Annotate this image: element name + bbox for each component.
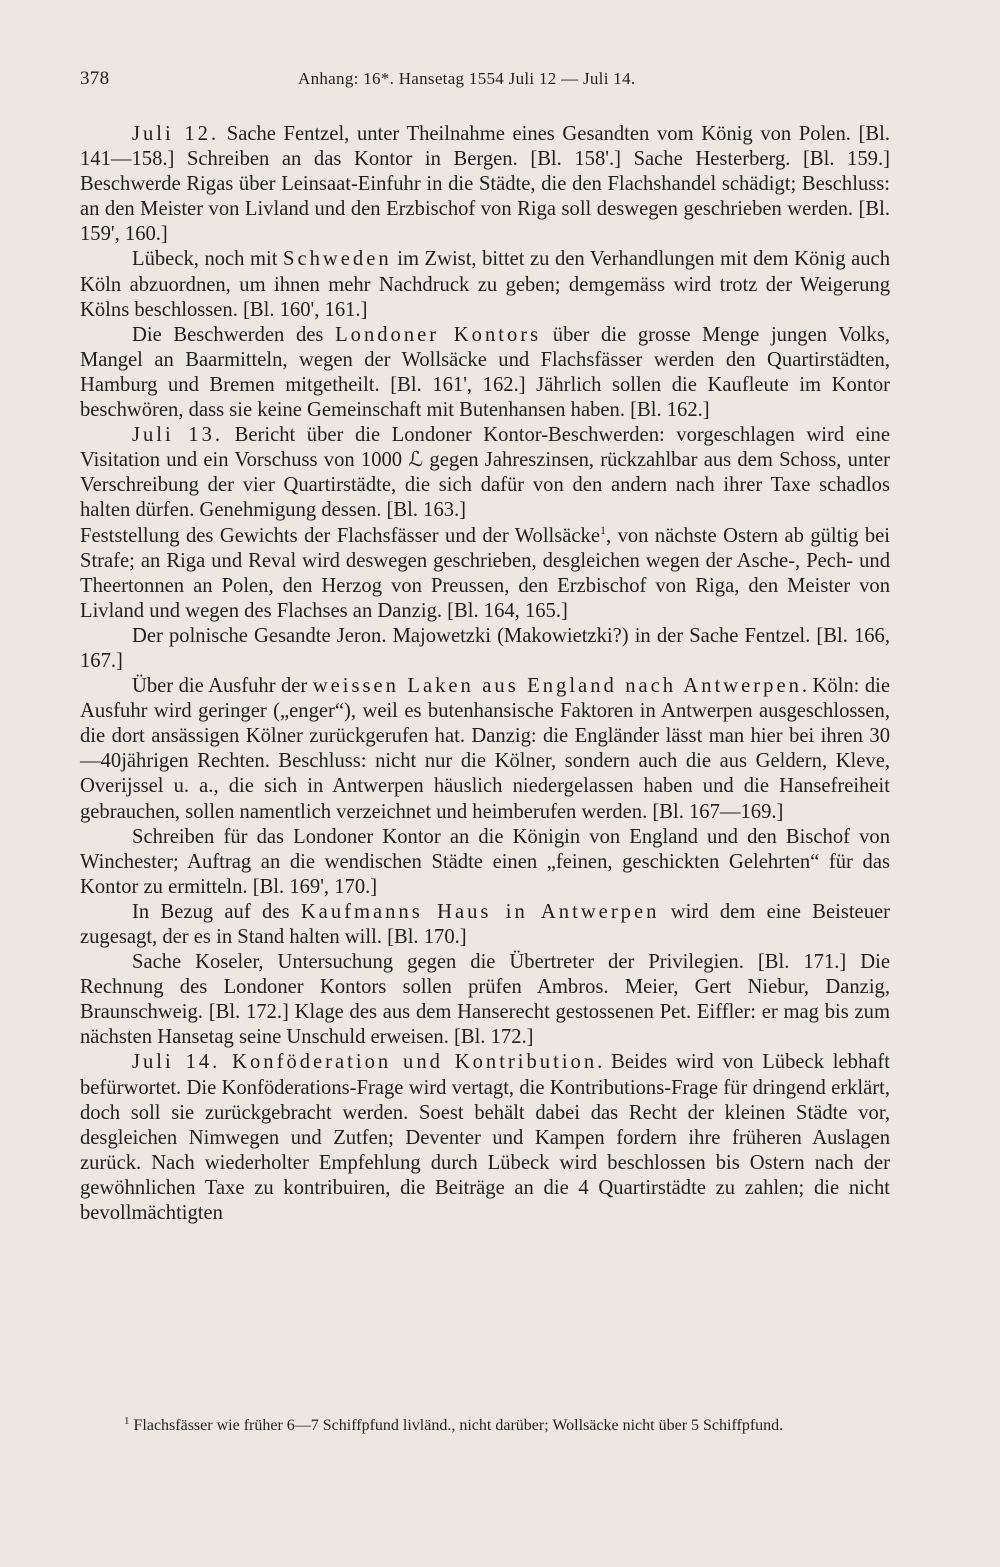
paragraph-text: Der polnische Gesandte Jeron. Majowetzki (Makowietzki?) in der Sache Fentzel. [Bl. 166, 167.] xyxy=(80,624,890,672)
body-text xyxy=(80,122,890,1226)
spaced-emphasis: Londoner Kontors xyxy=(335,323,542,346)
paragraph-text: Sache Fentzel, unter Theilnahme eines Gesandten vom König von Polen. [Bl. 141—158.] Schreiben an das Kontor in Bergen. [Bl. 158'.] Sache Hesterberg. [Bl. 159.] Beschwerde Rigas über Leinsaat-Einfuhr in die Städte, die den Flachshandel schädigt; Beschluss: an den Meister von Livland und den Erzbischof von Riga soll deswegen geschrieben werden. [Bl. 159', 160.] xyxy=(80,123,890,246)
date-marker: Juli 13. xyxy=(132,424,224,447)
paragraph-text: Bericht über die Londoner Kontor-Beschwerden: vorgeschlagen wird eine Visitation und ein Vorschuss von 1000 ℒ gegen Jahreszinsen, rückzahlbar aus dem Schoss, unter Verschreibung der vier Quartirstädte, die sich dafür von den andern nach ihrer Taxe schadlos halten dürfen. Genehmigung dessen. [Bl. 163.] xyxy=(80,424,890,522)
paragraph-6 xyxy=(80,624,890,674)
running-head: Anhang: 16*. Hansetag 1554 Juli 12 — Juli 14. xyxy=(298,69,636,88)
paragraph-10 xyxy=(80,950,890,1050)
paragraph-2 xyxy=(80,247,890,322)
paragraph-text: Schreiben für das Londoner Kontor an die Königin von England und den Bischof von Winchester; Auftrag an die wendischen Städte einen „feinen, geschickten Gelehrten“ für das Kontor zu ermitteln. [Bl. 169', 170.] xyxy=(80,825,890,898)
paragraph-text: im Zwist, bittet zu den Verhandlungen mit dem König auch Köln abzuordnen, um ihnen mehr Nachdruck zu geben; demgemäss wird trotz der Weigerung Kölns beschlossen. [Bl. 160', 161.] xyxy=(80,248,890,321)
date-marker: Juli 12. xyxy=(132,123,220,145)
spaced-emphasis: weissen Laken aus England nach Antwerpen xyxy=(312,675,802,698)
footnote xyxy=(80,1416,890,1436)
page-number: 378 xyxy=(80,68,110,89)
paragraph-text: . Köln: die Ausfuhr wird geringer („enger“), weil es butenhansische Faktoren in Antwerpen ausgeschlossen, die dort ansässigen Kölner zurückgerufen hat. Danzig: die Engländer lässt man hier bei ihren 30—40jährigen Rechten. Beschluss: nicht nur die Kölner, sondern auch die aus Geldern, Kleve, Overijssel u. a., die sich in Antwerpen häuslich niedergelassen haben und die Hansefreiheit gebrauchen, sollen namentlich verzeichnet und heimberufen werden. [Bl. 167—169.] xyxy=(80,675,890,823)
footnote-mark: 1 xyxy=(124,1414,130,1427)
paragraph-text: Sache Koseler, Untersuchung gegen die Übertreter der Privilegien. [Bl. 171.] Die Rechnung des Londoner Kontors sollen prüfen Ambros. Meier, Gert Niebur, Danzig, Braunschweig. [Bl. 172.] Klage des aus dem Hanserecht gestossenen Pet. Eiffler: er mag bis zum nächsten Hansetag seine Unschuld erweisen. [Bl. 172.] xyxy=(80,951,890,1049)
paragraph-3 xyxy=(80,323,890,423)
paragraph-text: Lübeck, noch mit xyxy=(132,248,284,271)
spaced-emphasis: Schweden xyxy=(283,248,392,271)
date-marker: Juli 14. xyxy=(132,1051,221,1074)
paragraph-4 xyxy=(80,423,890,523)
paragraph-text: wird dem eine Beisteuer zugesagt, der es in Stand halten will. [Bl. 170.] xyxy=(80,900,890,948)
paragraph-text: . Beides wird von Lübeck lebhaft befürwortet. Die Konföderations-Frage wird vertagt, die Kontributions-Frage für dringend erklärt, doch soll sie zurückgebracht werden. Soest behält dabei das Recht der kleinen Städte vor, desgleichen Nimwegen und Zutfen; Deventer und Kampen fordern ihre früheren Auslagen zurück. Nach wiederholter Empfehlung durch Lübeck wird beschlossen bis Ostern nach der gewöhnlichen Taxe zu kontribuiren, die Beiträge an die 4 Quartirstädte zu zahlen; die nicht bevollmächtigten xyxy=(80,1051,890,1225)
paragraph-5 xyxy=(80,524,890,624)
paragraph-8 xyxy=(80,825,890,900)
paragraph-1 xyxy=(80,122,890,247)
spaced-emphasis: Kaufmanns Haus in Antwerpen xyxy=(300,900,660,923)
spaced-emphasis: Konföderation und Kontribution xyxy=(220,1051,598,1074)
page-header xyxy=(80,68,890,104)
footnote-text: Flachsfässer wie früher 6—7 Schiffpfund livländ., nicht darüber; Wollsäcke nicht über 5 Schiffpfund. xyxy=(133,1417,784,1434)
paragraph-text: Feststellung des Gewichts der Flachsfässer und der Wollsäcke xyxy=(80,524,600,547)
paragraph-text: über die grosse Menge jungen Volks, Mangel an Baarmitteln, wegen der Wollsäcke und Flachsfässer werden den Quartirstädten, Hamburg und Bremen mitgetheilt. [Bl. 161', 162.] Jährlich sollen die Kaufleute im Kontor beschwören, dass sie keine Gemeinschaft mit Butenhansen haben. [Bl. 162.] xyxy=(80,323,890,422)
paragraph-text: Über die Ausfuhr der xyxy=(132,675,313,698)
paragraph-text: In Bezug auf des xyxy=(132,900,301,923)
footnote-reference[interactable]: 1 xyxy=(600,522,606,537)
paragraph-text: , von nächste Ostern ab gültig bei Strafe; an Riga und Reval wird deswegen geschrieben, desgleichen wegen der Asche-, Pech- und Theertonnen an Polen, den Herzog von Preussen, den Erzbischof von Riga, den Meister von Livland und wegen des Flachses an Danzig. [Bl. 164, 165.] xyxy=(80,524,890,622)
paragraph-7 xyxy=(80,674,890,825)
paragraph-text: Die Beschwerden des xyxy=(132,323,336,346)
paragraph-11 xyxy=(80,1050,890,1226)
paragraph-9 xyxy=(80,900,890,950)
